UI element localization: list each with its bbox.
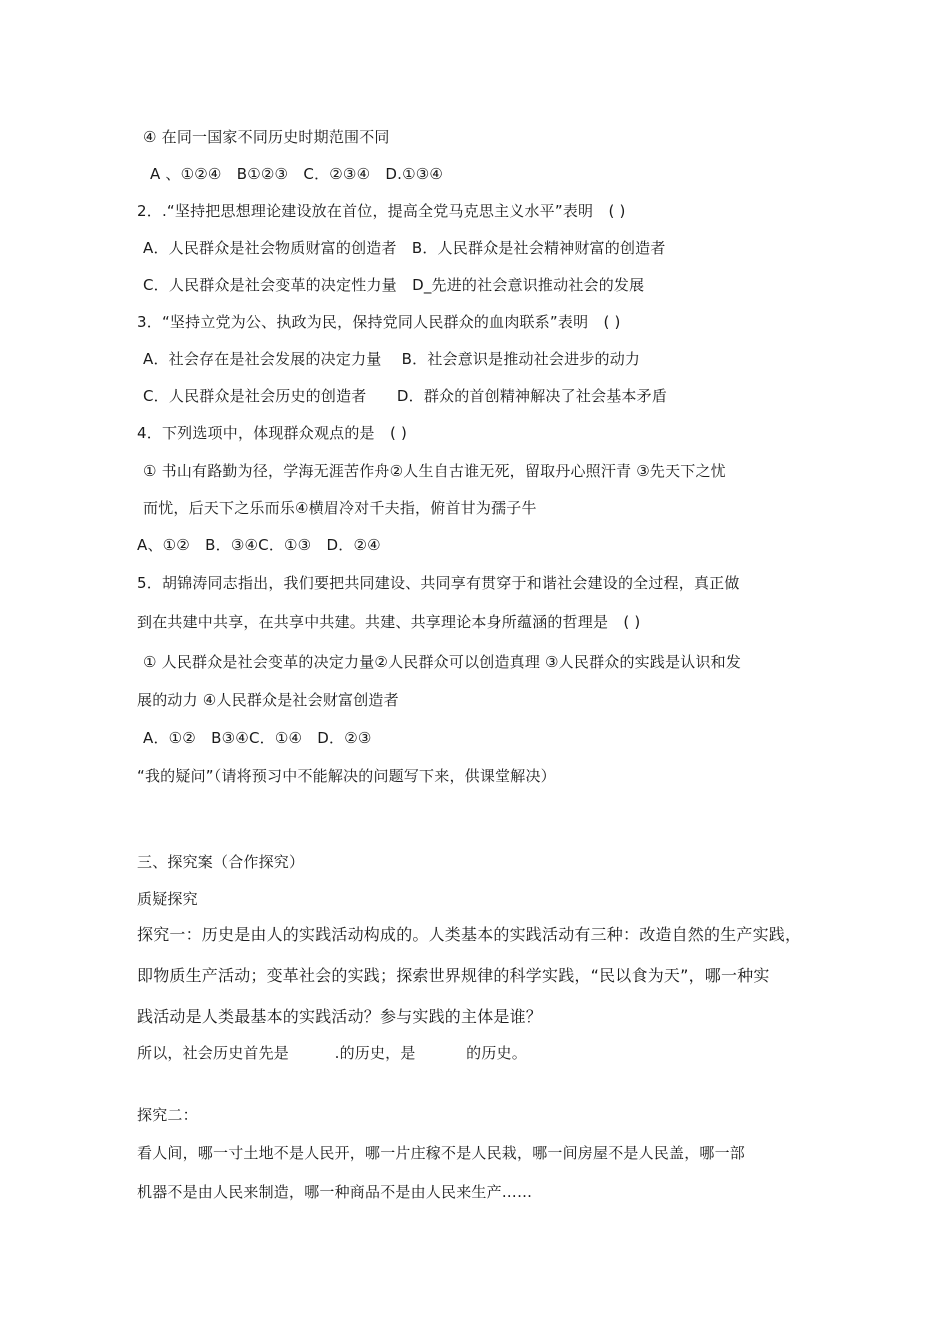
section-heading: 三、探究案（合作探究） xyxy=(137,853,305,871)
answer-choices: C．人民群众是社会变革的决定性力量 D_先进的社会意识推动社会的发展 xyxy=(143,276,645,294)
question-2: 2．.“坚持把思想理论建设放在首位，提高全党马克思主义水平”表明 ( ) xyxy=(137,202,626,220)
answer-choices: A．①② B③④C．①④ D．②③ xyxy=(143,729,372,747)
option-line: 而忧，后天下之乐而乐④横眉冷对千夫指，俯首甘为孺子牛 xyxy=(143,499,537,517)
option-line: ① 人民群众是社会变革的决定力量②人民群众可以创造真理 ③人民群众的实践是认识和发 xyxy=(143,653,742,671)
inquiry-1-cont: 即物质生产活动；变革社会的实践；探索世界规律的科学实践，“民以食为天”，哪一种实 xyxy=(137,966,770,985)
subsection-heading: 质疑探究 xyxy=(137,890,198,908)
answer-choices: A、①② B．③④C．①③ D．②④ xyxy=(137,536,381,554)
inquiry-2-text: 机器不是由人民来制造，哪一种商品不是由人民来生产…… xyxy=(137,1183,533,1201)
inquiry-2-heading: 探究二： xyxy=(137,1106,198,1124)
question-3: 3．“坚持立党为公、执政为民，保持党同人民群众的血肉联系”表明 ( ) xyxy=(137,313,621,331)
answer-choices: A．社会存在是社会发展的决定力量 B．社会意识是推动社会进步的动力 xyxy=(143,350,641,368)
option-line: ① 书山有路勤为径，学海无涯苦作舟②人生自古谁无死，留取丹心照汗青 ③先天下之忧 xyxy=(143,462,726,480)
answer-choices: A 、①②④ B①②③ C．②③④ D.①③④ xyxy=(150,165,444,183)
my-questions-prompt: “我的疑问”（请将预习中不能解决的问题写下来，供课堂解决） xyxy=(137,767,556,785)
inquiry-2-text: 看人间，哪一寸土地不是人民开，哪一片庄稼不是人民栽，哪一间房屋不是人民盖，哪一部 xyxy=(137,1144,746,1162)
question-5-cont: 到在共建中共享，在共享中共建。共建、共享理论本身所蕴涵的哲理是 ( ) xyxy=(137,613,641,631)
inquiry-1: 探究一：历史是由人的实践活动构成的。人类基本的实践活动有三种：改造自然的生产实践， xyxy=(137,925,802,944)
answer-choices: A．人民群众是社会物质财富的创造者 B．人民群众是社会精神财富的创造者 xyxy=(143,239,666,257)
fill-blank-line: 所以，社会历史首先是 .的历史，是 的历史。 xyxy=(137,1044,527,1062)
inquiry-1-cont: 践活动是人类最基本的实践活动？参与实践的主体是谁？ xyxy=(137,1007,543,1026)
question-4: 4．下列选项中，体现群众观点的是 ( ) xyxy=(137,424,408,442)
option-line: 展的动力 ④人民群众是社会财富创造者 xyxy=(137,691,399,709)
option-line: ④ 在同一国家不同历史时期范围不同 xyxy=(143,128,390,146)
answer-choices: C．人民群众是社会历史的创造者 D．群众的首创精神解决了社会基本矛盾 xyxy=(143,387,668,405)
question-5: 5．胡锦涛同志指出，我们要把共同建设、共同享有贯穿于和谐社会建设的全过程，真正做 xyxy=(137,574,740,592)
